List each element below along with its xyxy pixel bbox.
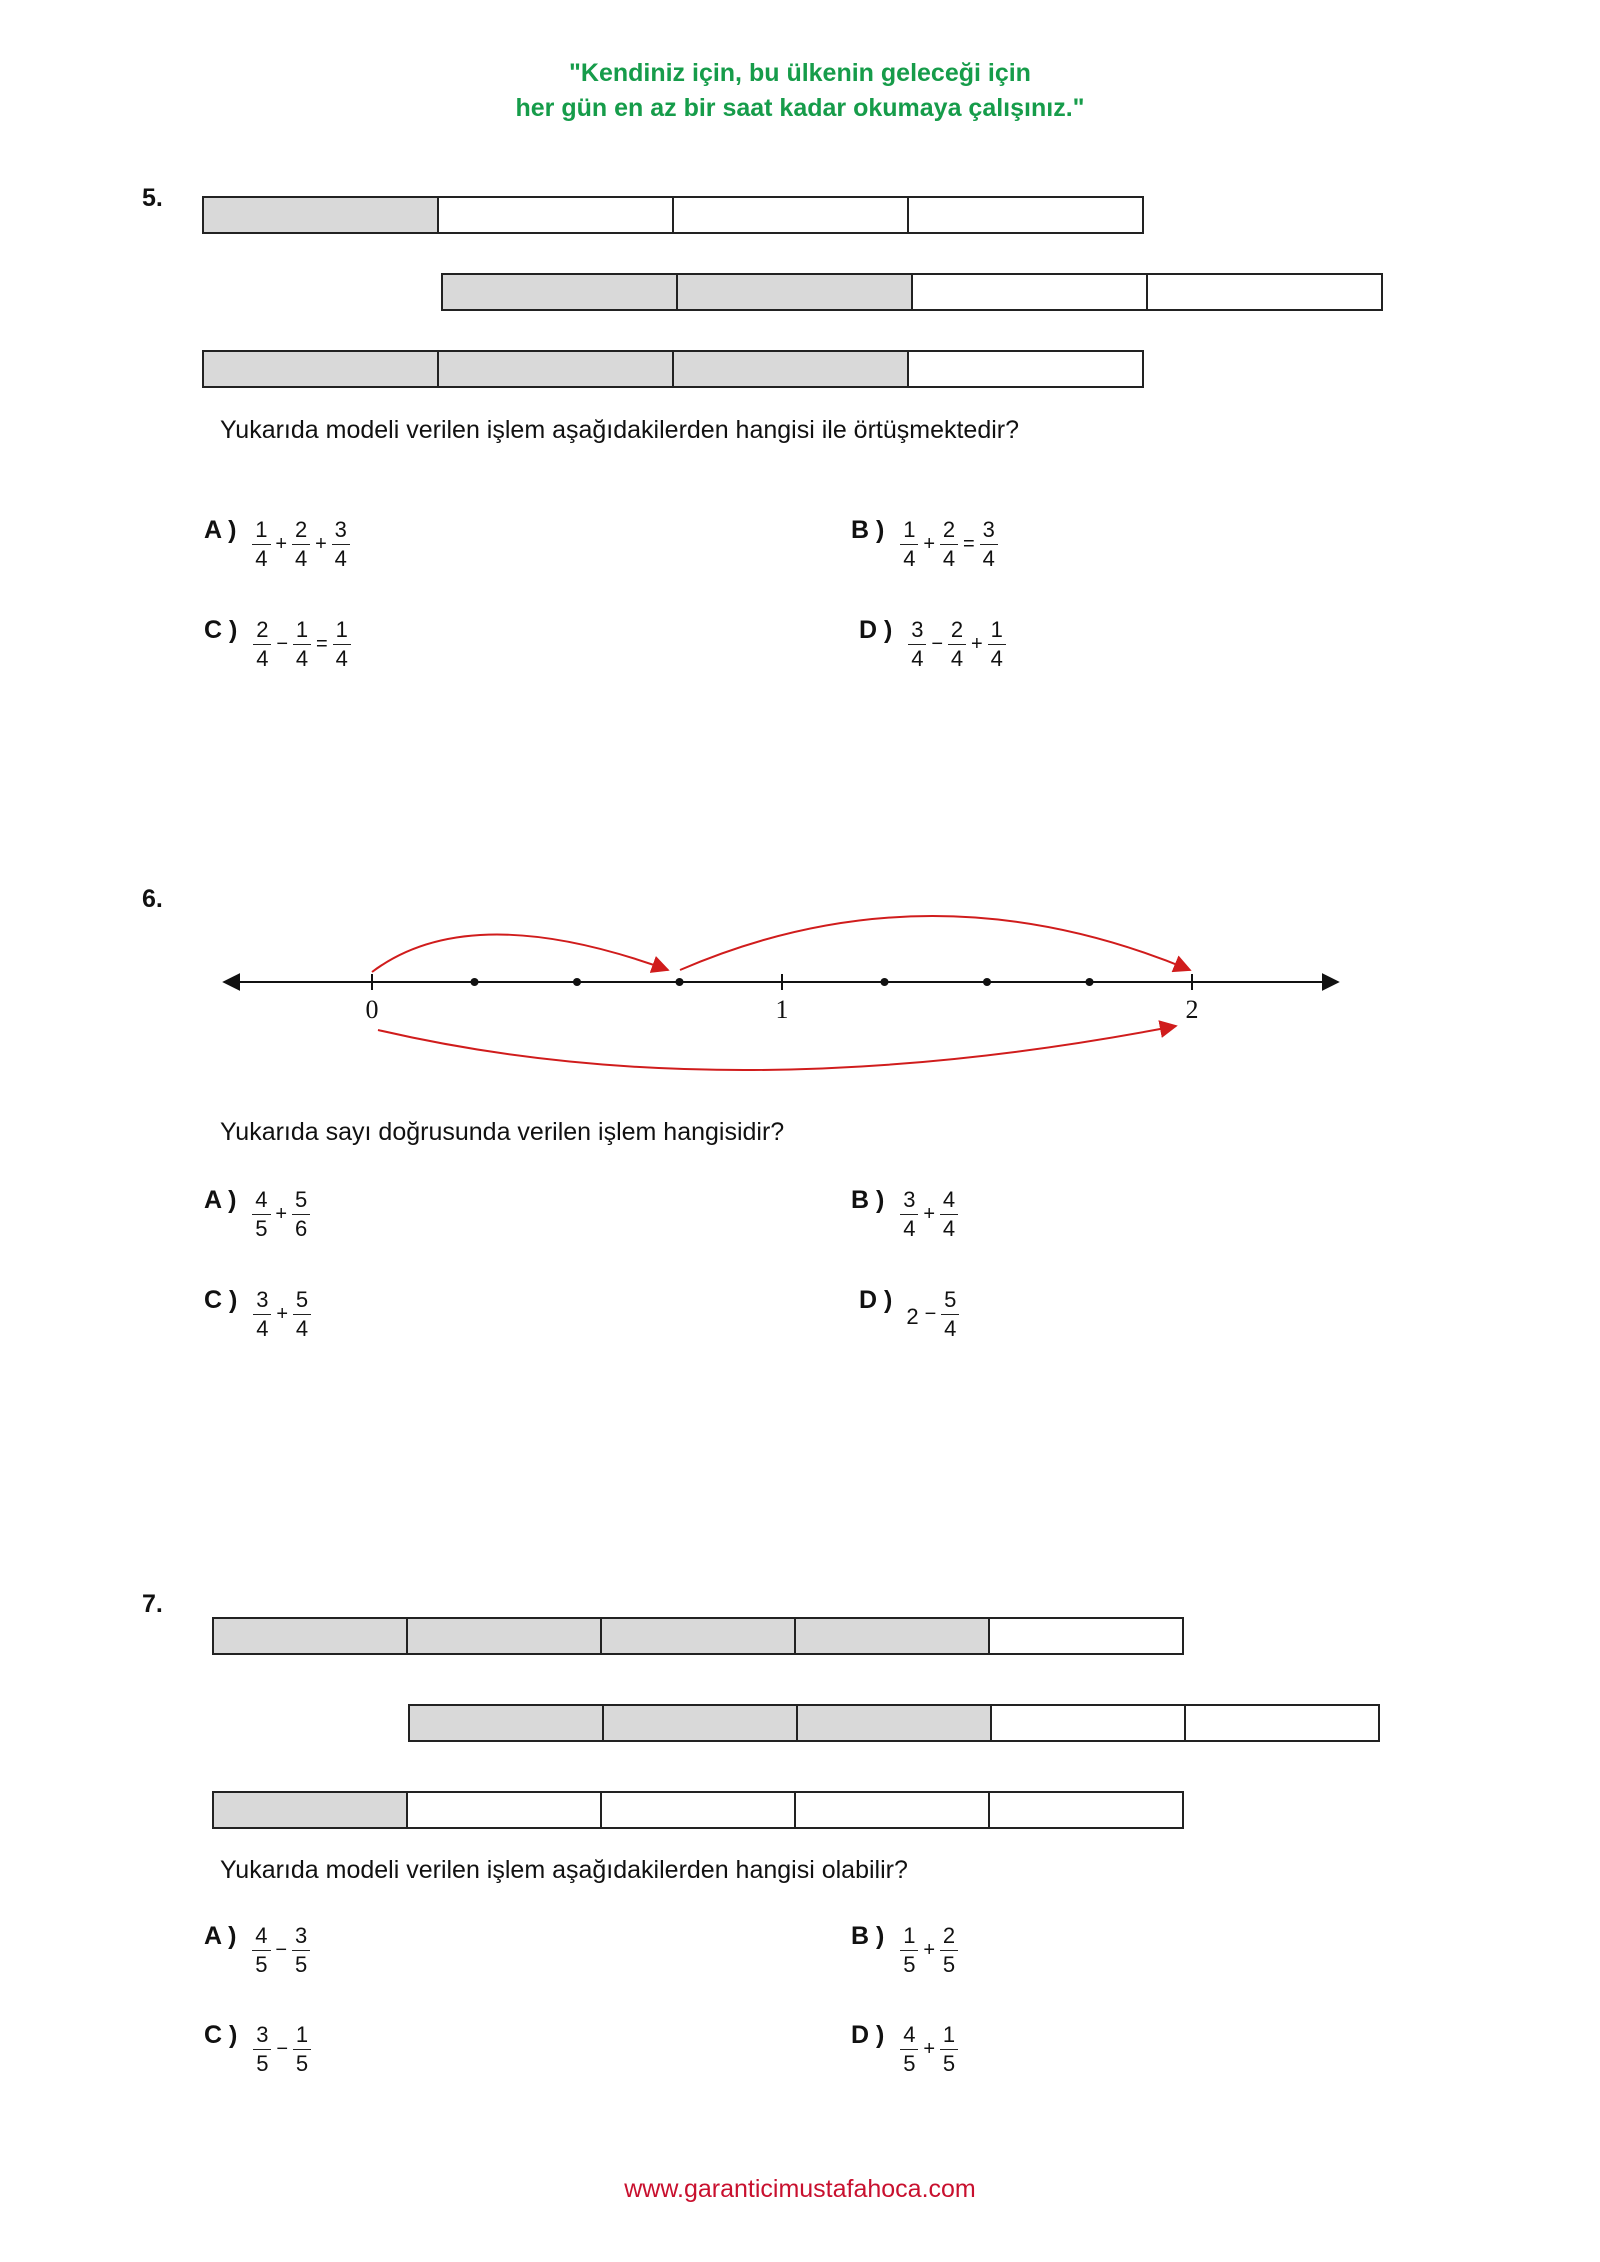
number-line [210,880,1360,1100]
option-label: D ) [851,2021,885,2049]
numerator: 3 [253,1286,271,1315]
numerator: 4 [940,1186,958,1215]
fraction [898,2021,920,2078]
denominator: 4 [334,546,347,571]
numerator: 2 [940,1922,958,1951]
motto [0,56,1600,126]
operator: − [276,2038,289,2060]
denominator: 4 [335,646,348,671]
total-arrow [378,1026,1176,1070]
q5-question: Yukarıda modeli verilen işlem aşağıdakilerden hangisi ile örtüşmektedir? [220,416,1020,444]
q7-bar-1 [212,1617,1182,1655]
option-label: D ) [859,1286,893,1314]
shaded-cell [676,273,913,311]
shaded-cell [600,1617,796,1655]
numerator: 3 [253,2021,271,2050]
division-dot [1086,978,1094,986]
q5-number: 5. [142,184,163,212]
empty-cell [988,1617,1184,1655]
division-dot [881,978,889,986]
option-label: C ) [204,2021,238,2049]
operator: + [923,533,936,555]
numerator: 2 [253,616,271,645]
q7-bar-3 [212,1791,1182,1829]
empty-cell [907,350,1144,388]
operator: − [924,1303,937,1325]
empty-cell [1184,1704,1380,1742]
shaded-cell [437,350,674,388]
numerator: 3 [292,1922,310,1951]
fraction [291,2021,313,2078]
empty-cell [907,196,1144,234]
fraction [290,516,312,573]
option-label: A ) [204,516,237,544]
numerator: 2 [292,516,310,545]
denominator: 5 [255,1216,268,1241]
fraction [898,1922,920,1979]
denominator: 6 [294,1216,308,1241]
operator: = [316,633,328,655]
numerator: 1 [900,516,918,545]
shaded-cell [441,273,678,311]
q7-question: Yukarıda modeli verilen işlem aşağıdakilerden hangisi olabilir? [220,1856,908,1884]
operator: − [931,633,944,655]
operator: + [923,1203,936,1225]
q6-option-d[interactable] [859,1286,961,1343]
jump-arrow-1 [372,934,668,972]
q5-bar-3 [202,350,1142,388]
numerator: 3 [332,516,350,545]
fraction [978,516,1000,573]
denominator: 4 [295,646,309,671]
operator: + [971,633,983,655]
fraction [898,1186,920,1243]
fraction [291,616,313,673]
option-label: A ) [204,1186,237,1214]
denominator: 5 [903,1952,916,1977]
denominator: 5 [295,2051,309,2076]
numerator: 1 [252,516,270,545]
numerator: 1 [940,2021,958,2050]
denominator: 5 [942,2051,956,2076]
fraction [251,616,273,673]
operator: + [923,2038,936,2060]
q5-bar-1 [202,196,1142,234]
denominator: 4 [255,546,268,571]
shaded-cell [796,1704,992,1742]
shaded-cell [408,1704,604,1742]
denominator: 4 [911,646,924,671]
empty-cell [794,1791,990,1829]
option-label: A ) [204,1922,237,1950]
empty-cell [406,1791,602,1829]
q7-option-c[interactable] [204,2021,313,2078]
fraction [938,2021,960,2078]
numerator: 2 [940,516,958,545]
fraction [946,616,968,673]
motto-line-2: her gün en az bir saat kadar okumaya çalışınız." [515,94,1085,122]
division-dot [471,978,479,986]
q7-option-b[interactable] [851,1922,960,1979]
empty-cell [911,273,1148,311]
fraction [938,1922,960,1979]
fraction [290,1186,312,1243]
operator: + [275,1203,288,1225]
numerator: 1 [293,616,311,645]
denominator: 4 [990,646,1003,671]
denominator: 4 [256,1316,269,1341]
tick-label: 0 [365,995,379,1024]
fraction [939,1286,961,1343]
operator: + [276,1303,289,1325]
q5-option-d[interactable] [859,616,1008,673]
fraction [331,616,353,673]
q5-option-c[interactable] [204,616,353,673]
option-label: B ) [851,1186,885,1214]
denominator: 4 [295,1316,309,1341]
division-dot [676,978,684,986]
tick-label: 2 [1185,995,1199,1024]
denominator: 4 [942,546,956,571]
fraction [330,516,352,573]
option-label: C ) [204,616,238,644]
option-label: B ) [851,516,885,544]
shaded-cell [202,350,439,388]
denominator: 5 [255,1952,268,1977]
q6-option-a[interactable] [204,1186,312,1243]
empty-cell [988,1791,1184,1829]
q5-option-a[interactable] [204,516,352,573]
shaded-cell [202,196,439,234]
q7-option-d[interactable] [851,2021,960,2078]
q6-question: Yukarıda sayı doğrusunda verilen işlem hangisidir? [220,1118,785,1146]
fraction [938,516,960,573]
fraction [251,1286,273,1343]
numerator: 4 [252,1922,270,1951]
q6-number: 6. [142,885,163,913]
fraction [251,2021,273,2078]
numerator: 4 [252,1186,270,1215]
fraction [906,616,928,673]
option-label: B ) [851,1922,885,1950]
q6-option-b[interactable] [851,1186,960,1243]
numerator: 1 [333,616,351,645]
denominator: 4 [942,1216,956,1241]
empty-cell [672,196,909,234]
numerator: 5 [292,1186,310,1215]
empty-cell [1146,273,1383,311]
denominator: 4 [256,646,269,671]
fraction [250,1922,272,1979]
numerator: 5 [941,1286,959,1315]
numerator: 5 [293,1286,311,1315]
empty-cell [437,196,674,234]
denominator: 5 [942,1952,956,1977]
empty-cell [600,1791,796,1829]
q5-bar-2 [441,273,1381,311]
shaded-cell [672,350,909,388]
numerator: 2 [948,616,966,645]
whole-number: 2 [906,1303,919,1329]
denominator: 5 [256,2051,269,2076]
fraction [250,516,272,573]
denominator: 4 [294,546,308,571]
fraction [986,616,1008,673]
operator: − [276,633,289,655]
option-label: D ) [859,616,893,644]
numerator: 3 [980,516,998,545]
operator: = [963,533,975,555]
q7-option-a[interactable] [204,1922,312,1979]
denominator: 4 [903,1216,916,1241]
denominator: 5 [294,1952,308,1977]
denominator: 4 [903,546,916,571]
q7-bar-2 [408,1704,1378,1742]
shaded-cell [794,1617,990,1655]
tick-label: 1 [775,995,789,1024]
numerator: 1 [900,1922,918,1951]
q5-option-b[interactable] [851,516,1000,573]
shaded-cell [212,1617,408,1655]
empty-cell [990,1704,1186,1742]
shaded-cell [602,1704,798,1742]
option-label: C ) [204,1286,238,1314]
denominator: 4 [982,546,995,571]
denominator: 4 [950,646,964,671]
fraction [938,1186,960,1243]
numerator: 4 [900,2021,918,2050]
q6-option-c[interactable] [204,1286,313,1343]
division-dot [573,978,581,986]
numerator: 3 [900,1186,918,1215]
fraction [290,1922,312,1979]
denominator: 5 [903,2051,916,2076]
operator: + [275,533,288,555]
jump-arrow-2 [680,916,1190,970]
operator: + [923,1939,936,1961]
operator: − [275,1939,288,1961]
fraction [250,1186,272,1243]
q7-number: 7. [142,1590,163,1618]
numerator: 3 [908,616,926,645]
operator: + [315,533,327,555]
division-dot [983,978,991,986]
shaded-cell [406,1617,602,1655]
shaded-cell [212,1791,408,1829]
numerator: 1 [293,2021,311,2050]
numerator: 1 [988,616,1006,645]
motto-line-1: "Kendiniz için, bu ülkenin geleceği için [569,59,1031,87]
fraction [898,516,920,573]
denominator: 4 [944,1316,957,1341]
fraction [291,1286,313,1343]
footer-url[interactable]: www.garanticimustafahoca.com [624,2175,976,2203]
